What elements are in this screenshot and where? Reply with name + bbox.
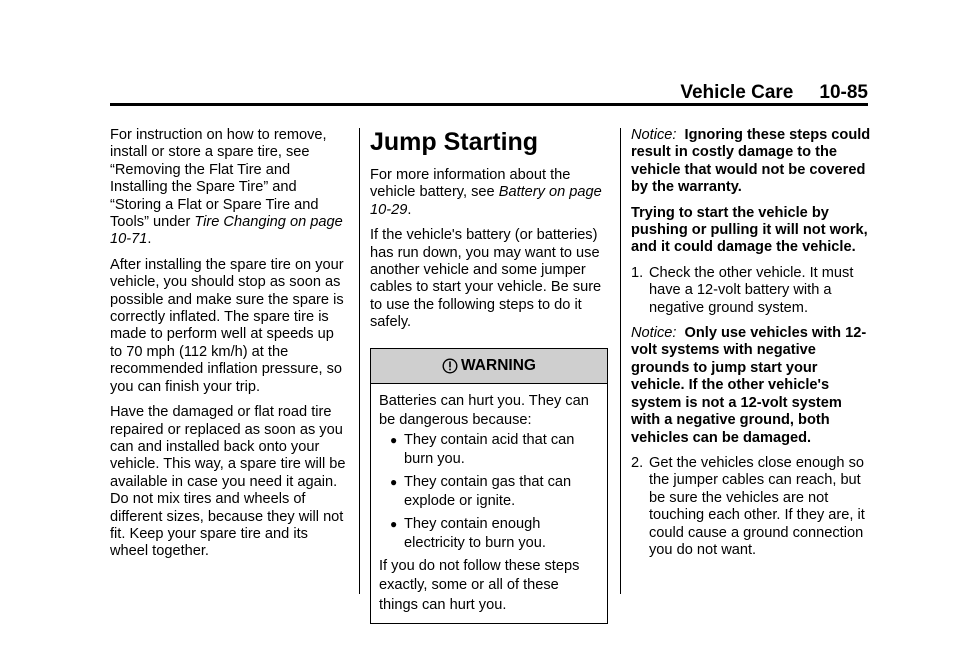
tire-changing-link[interactable]: Tire Changing on page 10-71 [110,214,343,248]
bullet-icon: ● [390,516,398,531]
notice-text: Only use vehicles with 12-volt systems with negative grounds to jump start your vehicle. If the other vehicle's system is not a 12-volt system with a negative ground, both vehicles can be damaged. [631,325,867,446]
warning-list-item: ● They contain acid that can burn you. [390,431,575,468]
warning-intro: Batteries can hurt you. They can be dangerous because: [379,392,589,429]
column-3 [631,127,871,567]
warning-header [371,349,607,384]
warning-label: WARNING [461,356,536,374]
step-1 [631,265,871,317]
page-number: 10-85 [819,82,868,103]
warning-list-item: ● They contain enough electricity to burn you. [390,515,546,552]
bullet-icon: ● [390,432,398,447]
notice-text: Ignoring these steps could result in costly damage to the vehicle that would not be covered by the warranty. [631,127,871,196]
step-text: Check the other vehicle. It must have a 12-volt battery with a negative ground system. [649,264,854,316]
section-heading: Jump Starting [370,128,539,156]
warning-outro: If you do not follow these steps exactly, some or all of these things can hurt you. [379,557,580,613]
column-2 [370,127,608,624]
bullet-icon: ● [390,474,398,489]
road-tire-repair-paragraph: Have the damaged or flat road tire repaired or replaced as soon as you can and installed back onto your vehicle. This way, a spare tire will be available in case you need it again. Do not mix tires and wheels of different sizes, because they will not fit. Keep your spare tire and its wheel together. [110,404,346,560]
notice-warranty [631,127,871,197]
battery-link[interactable]: Battery on page 10-29 [370,184,602,218]
warning-body [371,384,607,624]
section-title: Vehicle Care [680,82,794,103]
page-header [110,82,868,104]
push-start-warning: Trying to start the vehicle by pushing or pulling it will not work, and it could damage the vehicle. [631,204,868,256]
spare-tire-reference-paragraph: For instruction on how to remove, install or store a spare tire, see “Removing the Flat Tire and Installing the Spare Tire” and “Storing a Flat or Spare Tire and Tools” under Tire Changing on page 10-71. [110,127,343,248]
step-number: 2. [631,454,644,471]
step-number: 1. [631,264,644,281]
step-2 [631,455,871,559]
step-text: Get the vehicles close enough so the jumper cables can reach, but be sure the vehicles are not touching each other. If they are, it could cause a ground connection you do not want. [649,454,865,558]
warning-list [379,431,599,554]
column-1 [110,127,346,569]
jump-start-intro-paragraph: If the vehicle's battery (or batteries) has run down, you may want to use another vehicle and some jumper cables to start your vehicle. Be sure to use the following steps to do it safely. [370,227,602,331]
column-divider-1 [359,128,360,594]
warning-list-item: ● They contain gas that can explode or ignite. [390,473,572,510]
header-rule [110,103,868,106]
column-divider-2 [620,128,621,594]
notice-label: Notice: [631,325,677,342]
warning-icon [442,358,458,374]
warning-box [370,348,608,625]
notice-12-volt [631,325,871,447]
spare-tire-inflation-paragraph: After installing the spare tire on your vehicle, you should stop as soon as possible and make sure the spare is correctly inflated. The spare tire is made to perform well at speeds up to 70 mph (112 km/h) at the recommended inflation pressure, so you can finish your trip. [110,256,344,395]
battery-reference-paragraph: For more information about the vehicle battery, see Battery on page 10-29. [370,167,602,218]
notice-label: Notice: [631,127,677,143]
